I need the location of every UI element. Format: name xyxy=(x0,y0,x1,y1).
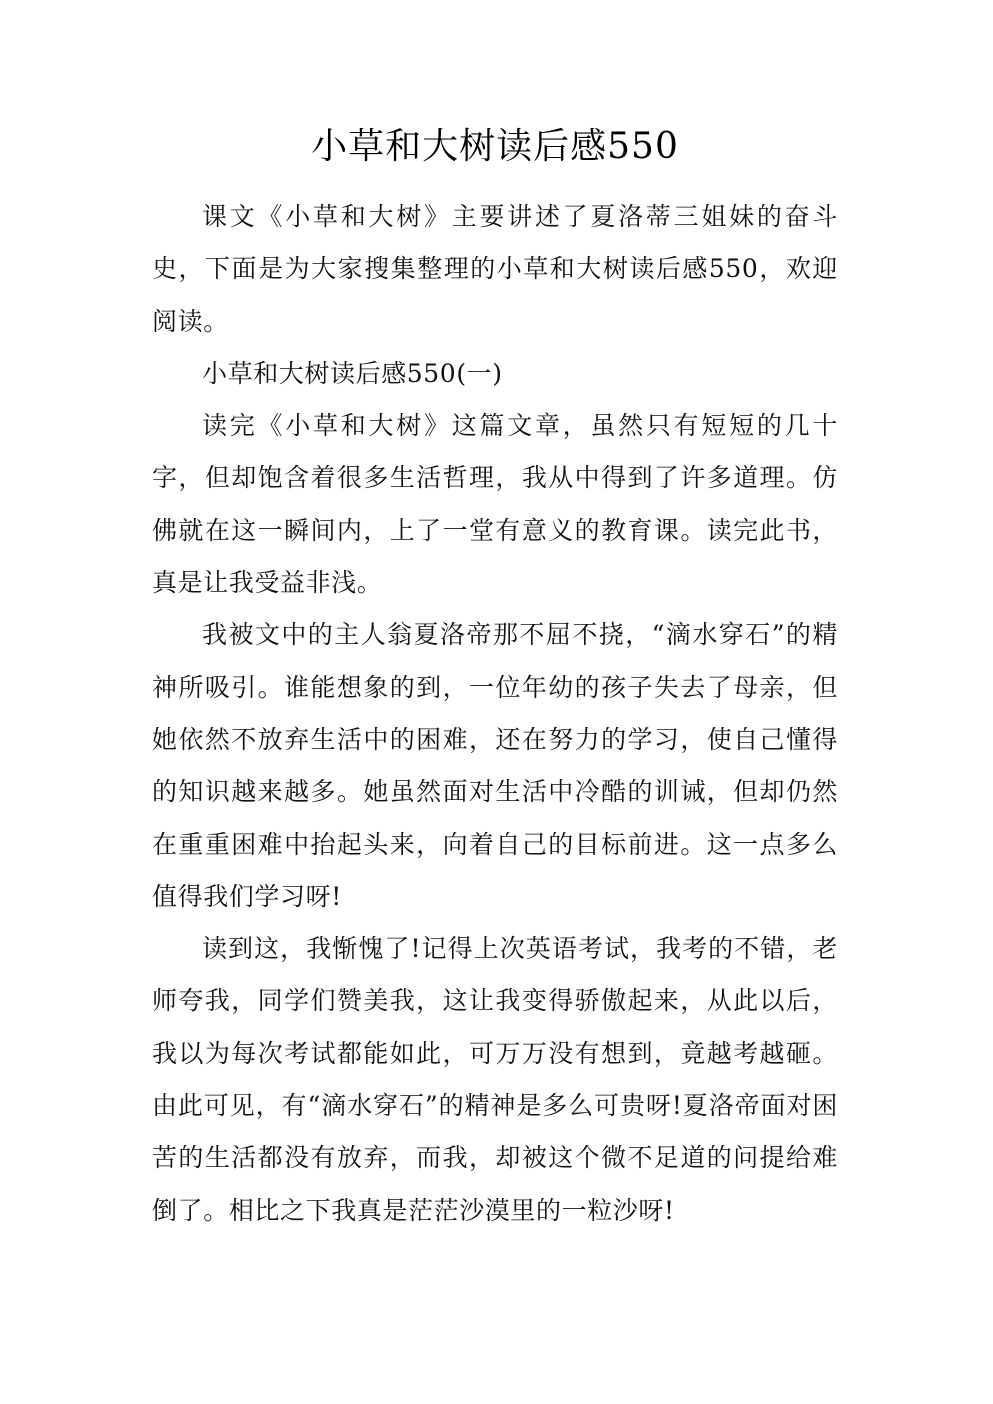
document-body xyxy=(152,191,838,1237)
paragraph: 读到这，我惭愧了!记得上次英语考试，我考的不错，老师夸我，同学们赞美我，这让我变得骄傲起来，从此以后，我以为每次考试都能如此，可万万没有想到，竟越考越砸。由此可见，有“滴水穿石”的精神是多么可贵呀!夏洛帝面对困苦的生活都没有放弃，而我，却被这个微不足道的问提给难倒了。相比之下我真是茫茫沙漠里的一粒沙呀! xyxy=(152,934,838,1225)
paragraph: 我被文中的主人翁夏洛帝那不屈不挠，“滴水穿石”的精神所吸引。谁能想象的到，一位年幼的孩子失去了母亲，但她依然不放弃生活中的困难，还在努力的学习，使自己懂得的知识越来越多。她虽然面对生活中冷酷的训诫，但却仍然在重重困难中抬起头来，向着自己的目标前进。这一点多么值得我们学习呀! xyxy=(152,620,838,911)
document-title: 小草和大树读后感550 xyxy=(311,126,679,167)
section-heading: 小草和大树读后感550(一) xyxy=(202,358,503,388)
paragraph: 读完《小草和大树》这篇文章，虽然只有短短的几十字，但却饱含着很多生活哲理，我从中得到了许多道理。仿佛就在这一瞬间内，上了一堂有意义的教育课。读完此书，真是让我受益非浅。 xyxy=(152,411,838,598)
paragraph-intro: 课文《小草和大树》主要讲述了夏洛蒂三姐妹的奋斗史，下面是为大家搜集整理的小草和大树读后感550，欢迎阅读。 xyxy=(152,202,838,336)
